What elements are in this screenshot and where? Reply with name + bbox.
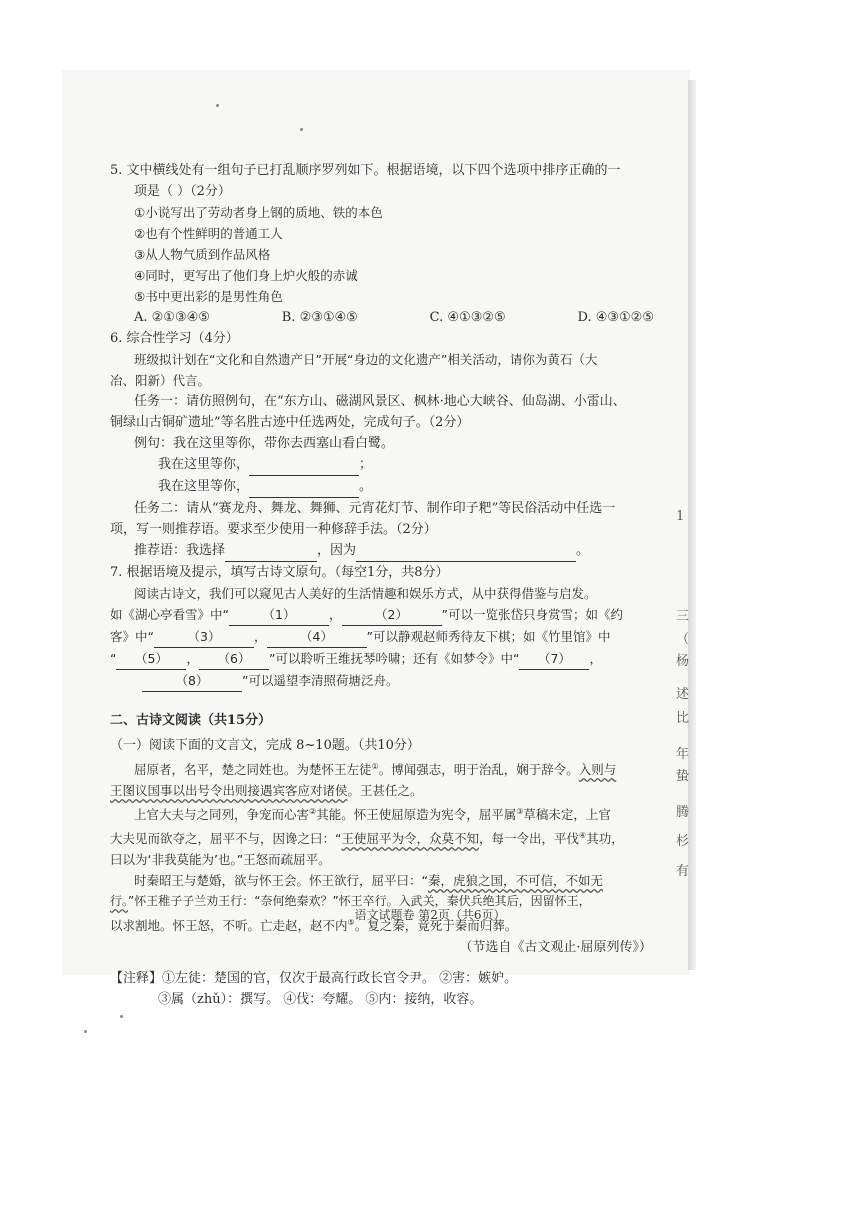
q7-line xyxy=(110,670,658,692)
q5-item: ①小说写出了劳动者身上钢的质地、铁的本色 xyxy=(134,205,383,220)
passage-text: 其能。怀王使屈原造为宪令，屈平属 xyxy=(316,807,517,823)
passage-line xyxy=(110,801,658,825)
q7-text: ”可以遥望李清照荷塘泛舟。 xyxy=(242,673,399,688)
passage-text: 。复之秦，竟死于秦而归葬。 xyxy=(354,918,518,934)
option-d: D. ④③①②⑤ xyxy=(577,310,654,325)
q6-blank-line-2 xyxy=(110,476,658,498)
q7-title: 7. 根据语境及提示，填写古诗文原句。（每空1分，共8分） xyxy=(110,565,449,580)
passage-text: 大夫见而欲夺之，屈平不与，因谗之曰：“ xyxy=(110,831,342,847)
bleed-char: 年 xyxy=(676,747,690,762)
exam-content xyxy=(110,160,658,1010)
rec-label: 推荐语：我选择 xyxy=(134,543,226,558)
bleed-char: 比 xyxy=(676,711,690,726)
wavy-underlined-text: 王使屈平为令，众莫不知 xyxy=(341,831,479,847)
q7-text: ”可以静观赵师秀待友下棋；如《竹里馆》中 xyxy=(366,629,611,644)
q7-line xyxy=(110,626,658,648)
q7-text: ”可以聆听王维抚琴吟啸；还有《如梦令》中“ xyxy=(269,651,520,666)
blank-2[interactable]: （2） xyxy=(342,604,442,626)
bleed-char: 杨 xyxy=(676,654,690,669)
q6-title: 6. 综合性学习（4分） xyxy=(110,331,239,346)
passage-source: （节选自《古文观止·屈原列传》） xyxy=(459,939,652,955)
q5-item: ④同时，更写出了他们身上炉火般的赤诚 xyxy=(134,268,358,283)
q6-blank-line-1 xyxy=(110,454,658,476)
scan-speck xyxy=(84,1030,87,1033)
option-b: B. ②③①④⑤ xyxy=(281,310,358,325)
q6-intro-cont: 冶、阳新）代言。 xyxy=(110,373,211,388)
bleed-char: 杉 xyxy=(676,834,690,849)
blank-3[interactable]: （3） xyxy=(154,626,254,648)
footnote-mark: ⑤ xyxy=(347,918,355,928)
passage-line xyxy=(110,780,658,801)
passage-text: 。博闻强志，明于治乱，娴于辞令。 xyxy=(378,762,579,778)
page-edge xyxy=(688,80,696,970)
q7-text: 客》中“ xyxy=(110,629,154,644)
q7-line xyxy=(110,604,658,626)
answer-blank[interactable] xyxy=(356,540,576,562)
q5-stem-cont: 项是（ ）（2分） xyxy=(134,184,231,199)
q5-item: ③从人物气质到作品风格 xyxy=(134,247,271,262)
q5-item: ⑤书中更出彩的是男性角色 xyxy=(134,289,283,304)
blank-7[interactable]: （7） xyxy=(519,648,589,670)
notes: 【注释】①左徒：楚国的官，仅次于最高行政长官令尹。 ②害：嫉妒。 xyxy=(110,970,518,986)
bleed-char: 腾 xyxy=(676,805,690,820)
page-footer: 语文试题卷 第2页（共6页） xyxy=(354,908,506,922)
answer-blank[interactable] xyxy=(249,476,359,498)
notes-cont: ③属（zhǔ）：撰写。 ④伐：夸耀。 ⑤内：接纳，收容。 xyxy=(158,991,483,1007)
passage-line: 曰以为‘非我莫能为’也。”王怒而疏屈平。 xyxy=(110,852,331,868)
passage-text: 。王甚任之。 xyxy=(347,783,423,799)
q7-text: ， xyxy=(328,607,342,622)
answer-blank[interactable] xyxy=(225,540,317,562)
footnote-mark: ④ xyxy=(579,831,587,841)
question-5 xyxy=(110,160,658,328)
q7-line xyxy=(110,648,658,670)
option-c: C. ④①③②⑤ xyxy=(429,310,506,325)
section-title: 二、古诗文阅读（共15分） xyxy=(110,713,272,728)
bleed-char: （ xyxy=(676,632,690,647)
section-2 xyxy=(110,710,658,1010)
footnote-mark: ① xyxy=(371,762,379,771)
passage-text: ”怀王稚子子兰劝王行：“奈何绝秦欢？”怀王卒行。入武关，秦伏兵绝其后，因留怀王， xyxy=(128,894,591,909)
bleed-char: 三 xyxy=(676,609,690,624)
passage-text: 上官大夫与之同列，争宠而心害 xyxy=(134,807,310,823)
passage-line xyxy=(110,825,658,849)
passage-text: 其功， xyxy=(586,831,624,847)
reading-instruction: （一）阅读下面的文言文，完成 8~10题。（共10分） xyxy=(110,738,420,753)
rec-because: ，因为 xyxy=(317,543,357,558)
footnote-mark: ② xyxy=(309,807,317,817)
scan-speck xyxy=(120,1015,123,1018)
passage-line xyxy=(110,756,658,780)
q7-text: “ xyxy=(110,651,117,666)
blank-5[interactable]: （5） xyxy=(116,648,186,670)
q6-task1-cont: 铜绿山古铜矿遗址”等名胜古迹中任选两处，完成句子。（2分） xyxy=(110,415,470,430)
wavy-underlined-text: 王图议国事以出号令出则接遇宾客应对诸侯 xyxy=(110,783,348,799)
q6-recommendation xyxy=(110,540,658,562)
blank-lead: 我在这里等你， xyxy=(158,479,250,494)
passage-text: 屈原者，名平，楚之同姓也。为楚怀王左徒 xyxy=(134,762,372,778)
blank-end: 。 xyxy=(359,479,373,494)
bleed-char: 有 xyxy=(676,864,690,879)
q7-text: ， xyxy=(253,629,267,644)
q6-task1: 任务一：请仿照例句，在“东方山、磁湖风景区、枫林·地心大峡谷、仙岛湖、小雷山、 xyxy=(134,394,626,409)
q6-task2: 任务二：请从“赛龙舟、舞龙、舞狮、元宵花灯节、制作印子粑”等民俗活动中任选一 xyxy=(134,501,616,516)
blank-8[interactable]: （8） xyxy=(142,670,242,692)
wavy-underlined-text: 行。 xyxy=(110,894,129,909)
question-6 xyxy=(110,328,658,562)
blank-4[interactable]: （4） xyxy=(267,626,367,648)
scan-speck xyxy=(300,128,303,131)
bleed-char: 述 xyxy=(676,687,690,702)
q7-text: ， xyxy=(589,651,602,666)
blank-end: ； xyxy=(359,457,373,472)
q6-intro: 班级拟计划在“文化和自然遗产日”开展“身边的文化遗产”相关活动，请你为黄石（大 xyxy=(134,352,598,367)
passage-text: ，每一令出，平伐 xyxy=(479,831,580,847)
rec-end: 。 xyxy=(576,543,590,558)
scan-speck xyxy=(216,104,219,107)
bleed-char: 蛰 xyxy=(676,769,690,784)
q5-item: ②也有个性鲜明的普通工人 xyxy=(134,226,283,241)
passage-text: 草稿未定，上官 xyxy=(523,807,611,823)
wavy-underlined-text: 秦，虎狼之国，不可信，不如无 xyxy=(427,873,603,889)
q5-options xyxy=(110,307,658,328)
q7-intro: 阅读古诗文，我们可以窥见古人美好的生活情趣和娱乐方式，从中获得借鉴与启发。 xyxy=(134,586,597,601)
bleed-char: 1 xyxy=(676,509,685,524)
q5-stem: 5. 文中横线处有一组句子已打乱顺序罗列如下。根据语境，以下四个选项中排序正确的一 xyxy=(110,163,621,178)
footnote-mark: ③ xyxy=(516,807,524,817)
passage-line xyxy=(110,870,658,891)
answer-blank[interactable] xyxy=(249,454,359,476)
blank-1[interactable]: （1） xyxy=(229,604,329,626)
q6-example: 例句：我在这里等你，带你去西塞山看白鹭。 xyxy=(134,436,395,451)
wavy-underlined-text: 入则与 xyxy=(578,762,617,778)
blank-6[interactable]: （6） xyxy=(199,648,269,670)
blank-lead: 我在这里等你， xyxy=(158,457,250,472)
q7-text: ”可以一览张岱只身赏雪；如《约 xyxy=(441,607,623,622)
q6-task2-cont: 项，写一则推荐语。要求至少使用一种修辞手法。（2分） xyxy=(110,522,437,537)
passage-text: 以求割地。怀王怒，不听。亡走赵，赵不内 xyxy=(110,918,348,934)
q7-text: 如《湖心亭看雪》中“ xyxy=(110,607,229,622)
option-a: A. ②①③④⑤ xyxy=(134,310,210,325)
q7-text: ， xyxy=(186,651,199,666)
question-7 xyxy=(110,562,658,692)
passage-text: 时秦昭王与楚婚，欲与怀王会。怀王欲行，屈平曰：“ xyxy=(134,873,428,889)
